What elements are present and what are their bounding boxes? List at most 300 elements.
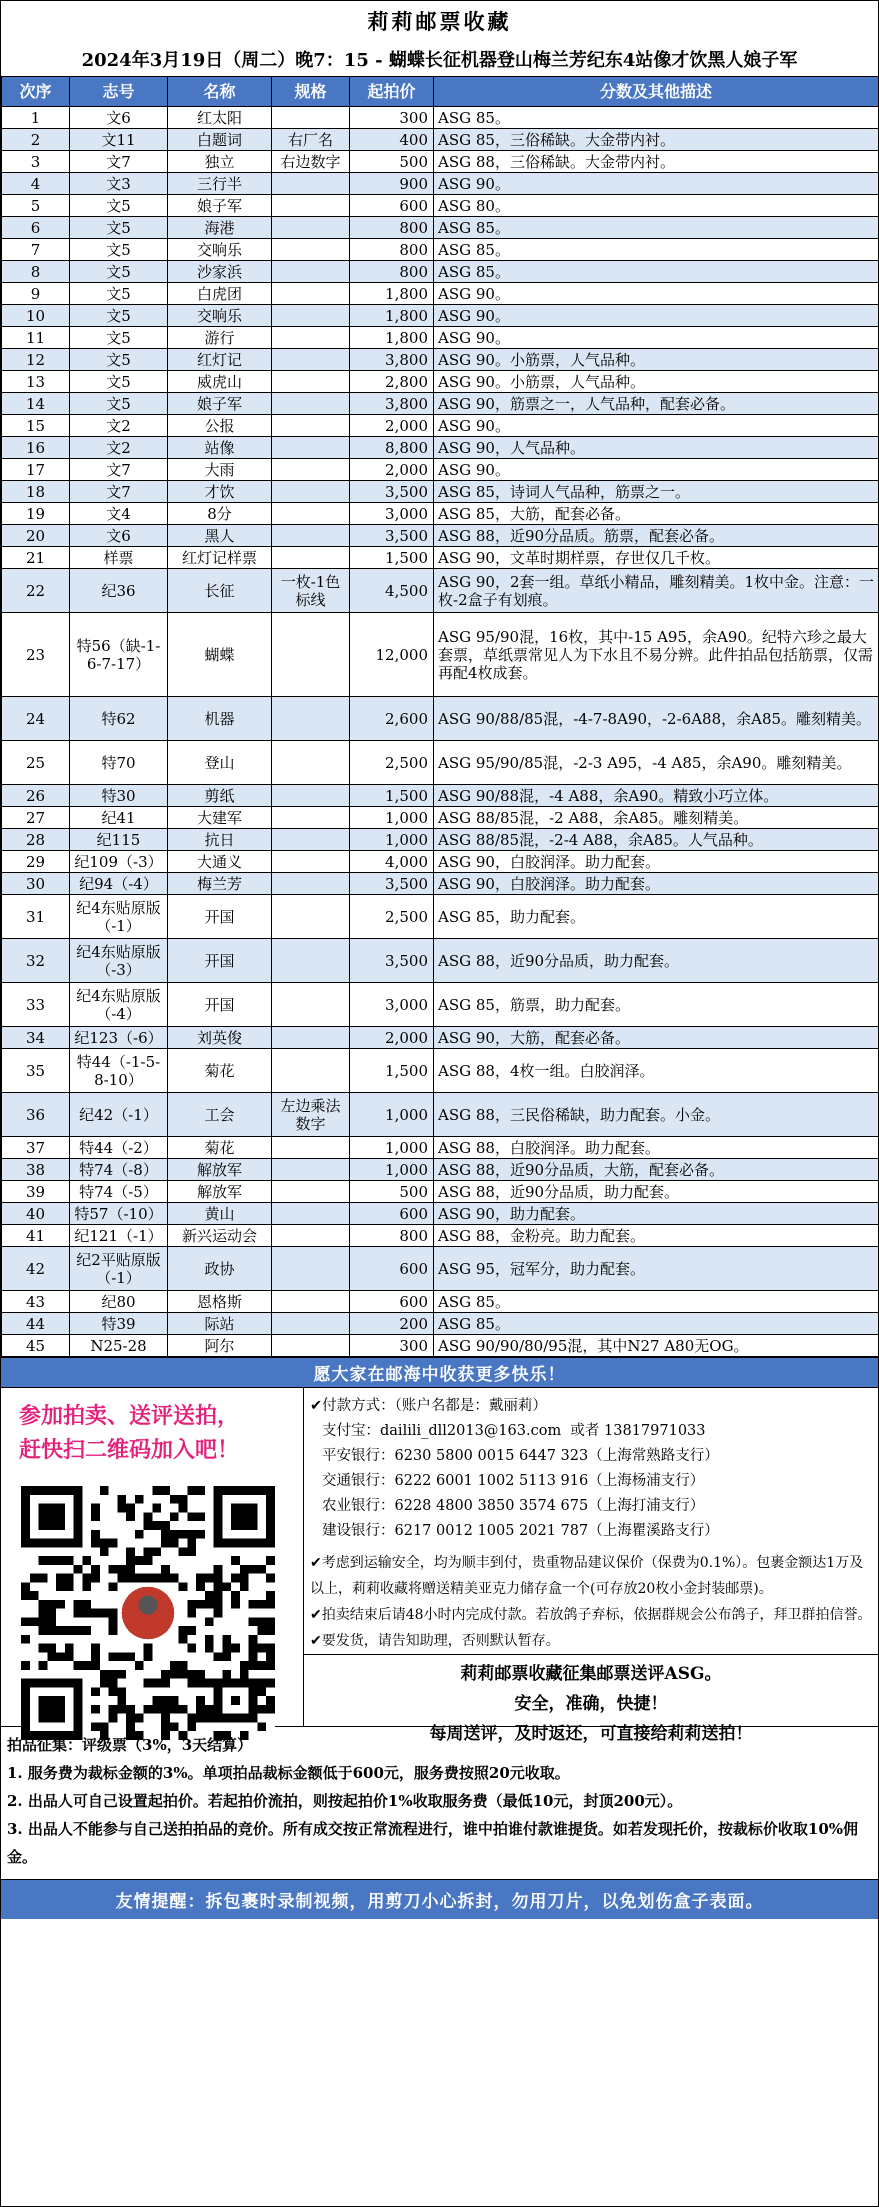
asg-line-3: 每周送评，及时返还，可直接给莉莉送拍！: [429, 1724, 753, 1744]
shipping-note: ✔考虑到运输安全，均为顺丰到付，贵重物品建议保价（保费为0.1%）。包裹金额达1万及以上，莉莉收藏将赠送精美亚克力储存盒一个(可存放20枚小金封装邮票)。: [310, 1555, 864, 1597]
lot-spec: [272, 437, 350, 459]
lot-spec: [272, 697, 350, 741]
lot-code: N25-28: [70, 1335, 168, 1357]
table-row: [2, 741, 879, 785]
lot-spec: [272, 785, 350, 807]
lot-number: 25: [2, 741, 70, 785]
lot-number: 12: [2, 349, 70, 371]
lot-start-price: 12,000: [350, 613, 434, 697]
lot-name: 红太阳: [168, 107, 272, 129]
lot-number: 42: [2, 1247, 70, 1291]
lot-name: 黄山: [168, 1203, 272, 1225]
lot-name: 抗日: [168, 829, 272, 851]
lot-description: ASG 90，白胶润泽。助力配套。: [434, 873, 879, 895]
lot-start-price: 1,800: [350, 283, 434, 305]
delivery-note: ✔要发货，请告知助理，否则默认暂存。: [310, 1633, 560, 1649]
asg-line-1: 莉莉邮票收藏征集邮票送评ASG。: [460, 1664, 722, 1684]
lot-start-price: 2,000: [350, 459, 434, 481]
table-row: [2, 305, 879, 327]
lot-name: 交响乐: [168, 239, 272, 261]
lot-start-price: 200: [350, 1313, 434, 1335]
lot-description: ASG 85。: [434, 107, 879, 129]
lot-description: ASG 85，筋票，助力配套。: [434, 983, 879, 1027]
table-row: [2, 151, 879, 173]
col-header-price: 起拍价: [350, 77, 434, 107]
table-row: [2, 481, 879, 503]
lot-name: 才饮: [168, 481, 272, 503]
lot-spec: [272, 1225, 350, 1247]
friendly-tip-banner: 友情提醒：拆包裹时录制视频，用剪刀小心拆封，勿用刀片，以免划伤盒子表面。: [1, 1879, 878, 1919]
lot-description: ASG 88，近90分品质，助力配套。: [434, 1181, 879, 1203]
lot-name: 交响乐: [168, 305, 272, 327]
lot-description: ASG 90。: [434, 327, 879, 349]
lot-name: 蝴蝶: [168, 613, 272, 697]
table-row: [2, 1247, 879, 1291]
lot-description: ASG 88/85混，-2 A88，余A85。雕刻精美。: [434, 807, 879, 829]
lot-name: 开国: [168, 895, 272, 939]
table-row: [2, 851, 879, 873]
lot-name: 菊花: [168, 1049, 272, 1093]
bank-line-agri: 农业银行：6228 4800 3850 3574 675（上海打浦支行）: [322, 1498, 705, 1514]
lot-start-price: 2,000: [350, 415, 434, 437]
lot-description: ASG 88/85混，-2-4 A88，余A85。人气品种。: [434, 829, 879, 851]
lot-name: 大雨: [168, 459, 272, 481]
page-title: 莉莉邮票收藏: [367, 9, 512, 34]
table-row: [2, 1291, 879, 1313]
table-row: [2, 415, 879, 437]
lot-number: 38: [2, 1159, 70, 1181]
lot-start-price: 2,800: [350, 371, 434, 393]
lot-code: 文5: [70, 349, 168, 371]
lot-number: 43: [2, 1291, 70, 1313]
lot-spec: [272, 829, 350, 851]
lot-description: ASG 90，助力配套。: [434, 1203, 879, 1225]
lot-code: 文5: [70, 327, 168, 349]
lot-code: 文5: [70, 239, 168, 261]
lot-name: 开国: [168, 983, 272, 1027]
lot-spec: [272, 873, 350, 895]
table-row: [2, 261, 879, 283]
lot-code: 特62: [70, 697, 168, 741]
lot-description: ASG 85，三俗稀缺。大金带内衬。: [434, 129, 879, 151]
lot-spec: [272, 807, 350, 829]
lot-name: 公报: [168, 415, 272, 437]
lot-number: 14: [2, 393, 70, 415]
lot-description: ASG 88，近90分品质，助力配套。: [434, 939, 879, 983]
lot-code: 文2: [70, 415, 168, 437]
lot-description: ASG 90。小筋票，人气品种。: [434, 371, 879, 393]
lot-code: 文5: [70, 261, 168, 283]
lot-name: 阿尔: [168, 1335, 272, 1357]
table-row: [2, 107, 879, 129]
table-row: [2, 547, 879, 569]
lot-spec: [272, 393, 350, 415]
col-header-spec: 规格: [272, 77, 350, 107]
lot-name: 剪纸: [168, 785, 272, 807]
lot-spec: [272, 239, 350, 261]
lot-spec: 一枚-1色标线: [272, 569, 350, 613]
asg-ad: [304, 1655, 878, 1749]
lot-number: 3: [2, 151, 70, 173]
lot-name: 登山: [168, 741, 272, 785]
promo-panel: [1, 1388, 304, 1726]
table-row: [2, 1049, 879, 1093]
lot-start-price: 300: [350, 1335, 434, 1357]
lot-start-price: 3,000: [350, 983, 434, 1027]
table-row: [2, 983, 879, 1027]
lot-code: 特57（-10）: [70, 1203, 168, 1225]
lot-name: 娘子军: [168, 393, 272, 415]
lot-description: ASG 85。: [434, 217, 879, 239]
lot-number: 36: [2, 1093, 70, 1137]
info-section: [1, 1387, 878, 1744]
lot-start-price: 900: [350, 173, 434, 195]
col-header-desc: 分数及其他描述: [434, 77, 879, 107]
lot-code: 特74（-8）: [70, 1159, 168, 1181]
table-row: [2, 217, 879, 239]
lot-spec: [272, 1313, 350, 1335]
table-row: [2, 437, 879, 459]
lot-number: 20: [2, 525, 70, 547]
lot-number: 37: [2, 1137, 70, 1159]
rule-2: 2. 出品人可自己设置起拍价。若起拍价流拍，则按起拍价1%收取服务费（最低10元，封顶200元）。: [7, 1792, 683, 1810]
lot-description: ASG 90，文革时期样票，存世仅几千枚。: [434, 547, 879, 569]
lot-code: 文4: [70, 503, 168, 525]
lot-start-price: 300: [350, 107, 434, 129]
lot-number: 30: [2, 873, 70, 895]
lot-spec: [272, 283, 350, 305]
table-header-row: [2, 77, 879, 107]
lot-name: 开国: [168, 939, 272, 983]
payment-info: [304, 1388, 878, 1655]
table-row: [2, 239, 879, 261]
lot-number: 45: [2, 1335, 70, 1357]
lot-description: ASG 90，大筋，配套必备。: [434, 1027, 879, 1049]
table-row: [2, 371, 879, 393]
lot-name: 新兴运动会: [168, 1225, 272, 1247]
col-header-code: 志号: [70, 77, 168, 107]
lot-name: 大建军: [168, 807, 272, 829]
lot-start-price: 800: [350, 217, 434, 239]
lot-spec: [272, 939, 350, 983]
lot-name: 游行: [168, 327, 272, 349]
lot-description: ASG 88，金粉亮。助力配套。: [434, 1225, 879, 1247]
lot-start-price: 1,500: [350, 785, 434, 807]
lot-start-price: 2,500: [350, 895, 434, 939]
lot-spec: [272, 503, 350, 525]
lot-number: 18: [2, 481, 70, 503]
table-row: [2, 195, 879, 217]
lot-spec: [272, 217, 350, 239]
lot-start-price: 600: [350, 195, 434, 217]
lot-code: 文5: [70, 283, 168, 305]
lot-start-price: 400: [350, 129, 434, 151]
table-row: [2, 349, 879, 371]
lot-number: 19: [2, 503, 70, 525]
lot-description: ASG 90，人气品种。: [434, 437, 879, 459]
lot-description: ASG 85。: [434, 1291, 879, 1313]
lot-description: ASG 95/90/85混，-2-3 A95，-4 A85，余A90。雕刻精美。: [434, 741, 879, 785]
lot-start-price: 1,500: [350, 1049, 434, 1093]
lot-description: ASG 85，大筋，配套必备。: [434, 503, 879, 525]
lot-number: 35: [2, 1049, 70, 1093]
rules-title: 拍品征集：评级票（3%，3天结算）: [7, 1736, 253, 1754]
lot-number: 31: [2, 895, 70, 939]
lot-code: 纪4东贴原版（-1）: [70, 895, 168, 939]
lot-spec: [272, 547, 350, 569]
table-row: [2, 1137, 879, 1159]
lot-name: 8分: [168, 503, 272, 525]
lot-spec: [272, 173, 350, 195]
table-row: [2, 569, 879, 613]
table-row: [2, 829, 879, 851]
table-row: [2, 1335, 879, 1357]
lot-start-price: 600: [350, 1203, 434, 1225]
table-row: [2, 1225, 879, 1247]
lot-code: 文7: [70, 459, 168, 481]
table-row: [2, 1313, 879, 1335]
lot-description: ASG 95，冠军分，助力配套。: [434, 1247, 879, 1291]
lot-start-price: 3,500: [350, 481, 434, 503]
table-row: [2, 1203, 879, 1225]
lot-start-price: 800: [350, 261, 434, 283]
lot-name: 政协: [168, 1247, 272, 1291]
lot-number: 39: [2, 1181, 70, 1203]
lot-name: 解放军: [168, 1181, 272, 1203]
table-row: [2, 895, 879, 939]
lot-code: 纪41: [70, 807, 168, 829]
lot-start-price: 3,500: [350, 525, 434, 547]
lot-code: 文7: [70, 151, 168, 173]
lot-name: 白虎团: [168, 283, 272, 305]
rule-1: 1. 服务费为裁标金额的3%。单项拍品裁标金额低于600元，服务费按照20元收取。: [7, 1764, 570, 1782]
lot-description: ASG 88，三俗稀缺。大金带内衬。: [434, 151, 879, 173]
lot-number: 34: [2, 1027, 70, 1049]
lot-name: 工会: [168, 1093, 272, 1137]
lot-description: ASG 90/90/80/95混，其中N27 A80无OG。: [434, 1335, 879, 1357]
lot-name: 娘子军: [168, 195, 272, 217]
lot-start-price: 4,500: [350, 569, 434, 613]
lot-spec: [272, 1137, 350, 1159]
asg-line-2: 安全，准确，快捷！: [514, 1694, 668, 1714]
lot-code: 文6: [70, 107, 168, 129]
table-row: [2, 327, 879, 349]
lot-start-price: 1,000: [350, 807, 434, 829]
lot-number: 2: [2, 129, 70, 151]
lot-number: 21: [2, 547, 70, 569]
lot-spec: [272, 851, 350, 873]
lot-spec: [272, 1247, 350, 1291]
lot-description: ASG 90。: [434, 415, 879, 437]
lot-spec: [272, 1027, 350, 1049]
lot-number: 32: [2, 939, 70, 983]
lot-spec: 右厂名: [272, 129, 350, 151]
lot-spec: [272, 741, 350, 785]
lot-spec: [272, 415, 350, 437]
lot-name: 长征: [168, 569, 272, 613]
rule-3: 3. 出品人不能参与自己送拍拍品的竞价。所有成交按正常流程进行，谁中拍谁付款谁提货。如若发现托价，按裁标价收取10%佣金。: [7, 1820, 859, 1866]
lot-spec: [272, 261, 350, 283]
promo-line-1: 参加拍卖、送评送拍，: [19, 1404, 240, 1429]
lot-number: 1: [2, 107, 70, 129]
lot-code: 纪94（-4）: [70, 873, 168, 895]
lot-code: 特44（-1-5-8-10）: [70, 1049, 168, 1093]
lot-number: 8: [2, 261, 70, 283]
lot-spec: [272, 895, 350, 939]
bank-line-ccb: 建设银行：6217 0012 1005 2021 787（上海瞿溪路支行）: [322, 1523, 719, 1539]
lot-start-price: 1,000: [350, 1137, 434, 1159]
table-row: [2, 393, 879, 415]
lot-code: 文5: [70, 305, 168, 327]
lot-number: 7: [2, 239, 70, 261]
lot-start-price: 500: [350, 1181, 434, 1203]
lot-start-price: 800: [350, 239, 434, 261]
lot-spec: [272, 1159, 350, 1181]
lot-code: 纪115: [70, 829, 168, 851]
lot-name: 刘英俊: [168, 1027, 272, 1049]
payment-panel: [304, 1388, 878, 1744]
lot-start-price: 4,000: [350, 851, 434, 873]
lot-number: 13: [2, 371, 70, 393]
lot-description: ASG 85。: [434, 261, 879, 283]
lot-description: ASG 88，白胶润泽。助力配套。: [434, 1137, 879, 1159]
lot-name: 机器: [168, 697, 272, 741]
lot-code: 纪4东贴原版（-4）: [70, 983, 168, 1027]
lot-start-price: 2,000: [350, 1027, 434, 1049]
lot-start-price: 3,000: [350, 503, 434, 525]
lot-number: 9: [2, 283, 70, 305]
lot-start-price: 1,000: [350, 1159, 434, 1181]
lot-code: 纪42（-1）: [70, 1093, 168, 1137]
lot-code: 文7: [70, 481, 168, 503]
lot-description: ASG 88，三民俗稀缺，助力配套。小金。: [434, 1093, 879, 1137]
table-row: [2, 613, 879, 697]
lot-start-price: 8,800: [350, 437, 434, 459]
lot-code: 纪123（-6）: [70, 1027, 168, 1049]
lot-description: ASG 85。: [434, 1313, 879, 1335]
table-row: [2, 1181, 879, 1203]
lot-start-price: 3,800: [350, 349, 434, 371]
table-row: [2, 939, 879, 983]
lot-description: ASG 90。小筋票，人气品种。: [434, 349, 879, 371]
table-row: [2, 1093, 879, 1137]
lot-spec: [272, 1181, 350, 1203]
lot-description: ASG 95/90混，16枚，其中-15 A95，余A90。纪特六珍之最大套票，草纸票常见人为下水且不易分辨。此件拍品包括筋票，仅需再配4枚成套。: [434, 613, 879, 697]
lot-name: 威虎山: [168, 371, 272, 393]
lot-name: 黑人: [168, 525, 272, 547]
payment-title: ✔付款方式：（账户名都是：戴丽莉）: [310, 1398, 547, 1414]
lot-description: ASG 90/88混，-4 A88，余A90。精致小巧立体。: [434, 785, 879, 807]
table-row: [2, 1027, 879, 1049]
table-row: [2, 173, 879, 195]
lot-number: 11: [2, 327, 70, 349]
lot-number: 6: [2, 217, 70, 239]
lot-number: 16: [2, 437, 70, 459]
col-header-no: 次序: [2, 77, 70, 107]
lot-spec: [272, 371, 350, 393]
blessing-banner: 愿大家在邮海中收获更多快乐！: [1, 1357, 878, 1387]
lot-name: 沙家浜: [168, 261, 272, 283]
table-row: [2, 503, 879, 525]
auction-subtitle: 2024年3月19日（周二）晚7：15 - 蝴蝶长征机器登山梅兰芳纪东4站像才饮黑人娘子军: [81, 49, 798, 71]
lot-number: 5: [2, 195, 70, 217]
table-row: [2, 283, 879, 305]
lot-number: 33: [2, 983, 70, 1027]
lot-name: 菊花: [168, 1137, 272, 1159]
lot-start-price: 600: [350, 1247, 434, 1291]
lot-code: 特56（缺-1-6-7-17）: [70, 613, 168, 697]
lot-spec: [272, 349, 350, 371]
lot-description: ASG 85。: [434, 239, 879, 261]
lot-code: 纪36: [70, 569, 168, 613]
lot-number: 28: [2, 829, 70, 851]
table-row: [2, 525, 879, 547]
table-row: [2, 459, 879, 481]
lot-spec: [272, 1291, 350, 1313]
lot-number: 4: [2, 173, 70, 195]
lot-name: 海港: [168, 217, 272, 239]
lot-start-price: 3,500: [350, 939, 434, 983]
lot-description: ASG 88，4枚一组。白胶润泽。: [434, 1049, 879, 1093]
lot-number: 17: [2, 459, 70, 481]
table-row: [2, 1159, 879, 1181]
lot-spec: [272, 983, 350, 1027]
promo-line-2: 赶快扫二维码加入吧！: [19, 1438, 240, 1463]
lot-number: 24: [2, 697, 70, 741]
lot-start-price: 3,800: [350, 393, 434, 415]
lot-name: 红灯记: [168, 349, 272, 371]
lot-start-price: 3,500: [350, 873, 434, 895]
lot-description: ASG 88，近90分品质，大筋，配套必备。: [434, 1159, 879, 1181]
lot-start-price: 600: [350, 1291, 434, 1313]
lot-number: 40: [2, 1203, 70, 1225]
table-row: [2, 873, 879, 895]
lot-code: 样票: [70, 547, 168, 569]
lot-spec: [272, 481, 350, 503]
lot-description: ASG 90。: [434, 459, 879, 481]
lot-description: ASG 90，白胶润泽。助力配套。: [434, 851, 879, 873]
lot-code: 文5: [70, 371, 168, 393]
lot-start-price: 1,500: [350, 547, 434, 569]
lot-spec: [272, 305, 350, 327]
lot-code: 特44（-2）: [70, 1137, 168, 1159]
lot-description: ASG 85，助力配套。: [434, 895, 879, 939]
lot-number: 27: [2, 807, 70, 829]
qr-code-icon[interactable]: [21, 1486, 275, 1740]
lot-description: ASG 85，诗词人气品种，筋票之一。: [434, 481, 879, 503]
lot-description: ASG 90。: [434, 283, 879, 305]
lot-number: 15: [2, 415, 70, 437]
lot-code: 纪109（-3）: [70, 851, 168, 873]
lot-code: 特30: [70, 785, 168, 807]
lot-number: 41: [2, 1225, 70, 1247]
lot-code: 纪2平贴原版（-1）: [70, 1247, 168, 1291]
lot-code: 纪121（-1）: [70, 1225, 168, 1247]
lot-description: ASG 88，近90分品质。筋票，配套必备。: [434, 525, 879, 547]
lot-code: 文3: [70, 173, 168, 195]
lot-name: 际站: [168, 1313, 272, 1335]
lot-number: 44: [2, 1313, 70, 1335]
lot-name: 梅兰芳: [168, 873, 272, 895]
lot-spec: 左边乘法数字: [272, 1093, 350, 1137]
lot-description: ASG 90。: [434, 305, 879, 327]
payment-deadline-note: ✔拍卖结束后请48小时内完成付款。若放鸽子弃标，依据群规会公布鸽子，拜卫群拍信誉。: [310, 1607, 872, 1623]
lot-spec: [272, 613, 350, 697]
lot-name: 红灯记样票: [168, 547, 272, 569]
lot-name: 三行半: [168, 173, 272, 195]
lot-code: 文5: [70, 217, 168, 239]
lot-start-price: 1,800: [350, 305, 434, 327]
